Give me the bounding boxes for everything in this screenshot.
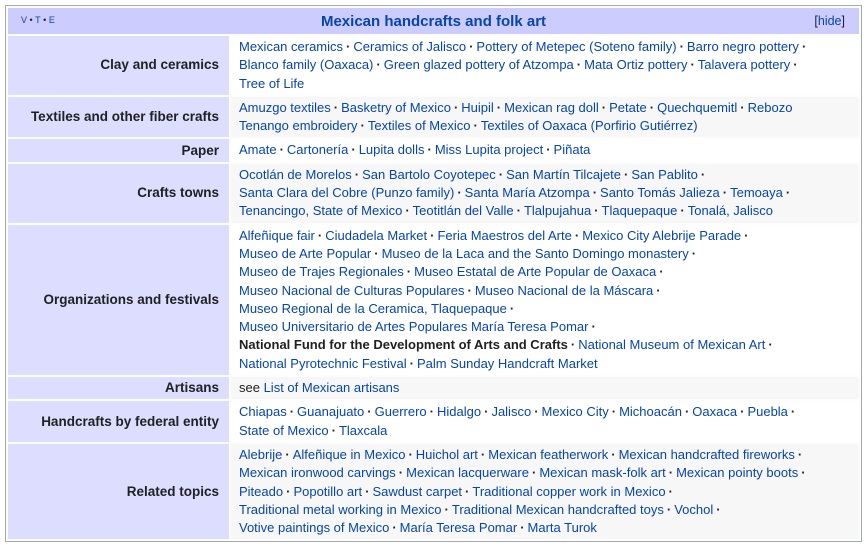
navbox-row <box>8 401 859 442</box>
navbox-list-line <box>239 202 851 220</box>
separator-dot: · <box>365 483 370 499</box>
separator-dot: · <box>509 300 515 316</box>
hide-toggle[interactable]: [hide] <box>814 14 845 28</box>
navbox-link[interactable]: Petate <box>609 99 647 115</box>
navbox-link[interactable]: Jalisco <box>491 404 532 420</box>
navbox-link[interactable]: Mexico City Alebrije Parade <box>582 227 742 243</box>
navbox-group-label: Textiles and other fiber crafts <box>8 97 229 138</box>
navbox-row <box>8 225 859 375</box>
navbox-link[interactable]: Tenancingo, State of Mexico <box>239 203 403 219</box>
navbox-link[interactable]: Traditional Mexican handcrafted toys <box>451 501 664 517</box>
navbox-link[interactable]: Tlaquepaque <box>601 203 678 219</box>
navbox-link[interactable]: Tree of Life <box>239 75 305 91</box>
separator-dot: · <box>624 166 629 182</box>
separator-dot: · <box>469 39 474 54</box>
separator-dot: · <box>594 203 599 219</box>
separator-dot: · <box>465 483 470 499</box>
navbox-link[interactable]: National Pyrotechnic Festival <box>239 355 407 371</box>
navbox-list <box>231 225 859 375</box>
navbox-link[interactable]: Museo Regional de la Ceramica, Tlaquepaque <box>239 300 507 316</box>
separator-dot: · <box>444 501 449 517</box>
separator-dot: · <box>722 185 728 201</box>
navbox-link[interactable]: San Pablito <box>631 166 698 182</box>
navbox-link[interactable]: Barro negro pottery <box>686 39 799 54</box>
navbox-list <box>231 36 859 95</box>
navbox-link[interactable]: Museo de Arte Popular <box>239 245 372 261</box>
navbox-link[interactable]: Mexican mask-folk art <box>539 465 666 481</box>
separator-dot: · <box>354 166 360 182</box>
navbox-link[interactable]: María Teresa Pomar <box>399 520 518 536</box>
navbox-list-line <box>239 379 851 397</box>
navbox-link[interactable]: Alfeñique fair <box>239 227 315 243</box>
navbox-link[interactable]: Votive paintings of Mexico <box>239 520 390 536</box>
view-template-link[interactable]: V <box>21 15 28 25</box>
navbox-list-line <box>239 336 851 354</box>
talk-template-link[interactable]: T <box>35 15 42 25</box>
navbox-link[interactable]: Mexican ceramics <box>239 39 344 54</box>
navbox-link[interactable]: Mata Ortiz pottery <box>584 57 688 73</box>
navbox-link[interactable]: Museo de Trajes Regionales <box>239 264 404 280</box>
separator-dot: · <box>516 203 521 219</box>
separator-dot: · <box>520 520 525 536</box>
navbox-link[interactable]: Mexican featherwork <box>488 446 609 462</box>
separator-dot: · <box>700 166 706 182</box>
navbox-list-line <box>239 141 851 159</box>
separator-dot: · <box>427 142 432 158</box>
navbox-link[interactable]: Ciudadela Market <box>325 227 428 243</box>
separator-dot: · <box>790 404 796 420</box>
navbox-link[interactable]: Santa María Atzompa <box>464 185 590 201</box>
navbox-list <box>231 97 859 138</box>
navbox-list-line <box>239 184 851 202</box>
navbox-list-line <box>239 263 851 281</box>
navbox-link[interactable]: Oaxaca <box>692 404 738 420</box>
navbox-link[interactable]: Santo Tomás Jalieza <box>600 185 720 201</box>
navbox-group-label: Organizations and festivals <box>8 225 229 375</box>
separator-dot: · <box>346 39 351 54</box>
navbox-row <box>8 444 859 539</box>
separator-dot: · <box>740 99 745 115</box>
navbox-group-label: Artisans <box>8 377 229 399</box>
separator-dot: · <box>360 118 365 134</box>
navbox-link[interactable]: Museo Estatal de Arte Popular de Oaxaca <box>414 264 657 280</box>
navbox-link[interactable]: Hidalgo <box>437 404 482 420</box>
navbox-link[interactable]: Marta Turok <box>527 520 597 536</box>
navbox-link[interactable]: Feria Maestros del Arte <box>437 227 572 243</box>
navbox-link[interactable]: Sawdust carpet <box>372 483 463 499</box>
separator-dot: · <box>591 319 596 335</box>
separator-dot: · <box>740 404 745 420</box>
separator-dot: · <box>409 355 414 371</box>
navbox-link[interactable]: Miss Lupita project <box>434 142 544 158</box>
navbox-group-label: Related topics <box>8 444 229 539</box>
hide-link[interactable]: hide <box>817 14 842 28</box>
navbox-list-line <box>239 422 851 440</box>
navbox-link[interactable]: Mexican rag doll <box>504 99 599 115</box>
separator-dot: · <box>286 483 291 499</box>
separator-dot: · <box>679 39 684 54</box>
navbox-rows <box>8 36 859 539</box>
separator-dot: · <box>279 142 284 158</box>
navbox-link[interactable]: Museo Nacional de Culturas Populares <box>239 282 465 298</box>
navbox-list-line <box>239 56 851 74</box>
separator-dot: · <box>574 227 580 243</box>
navbox-list-line <box>239 501 851 519</box>
navbox-list-line <box>239 403 851 421</box>
navbox-link[interactable]: Museo Nacional de la Máscara <box>474 282 654 298</box>
navbox-list-line <box>239 519 851 537</box>
navbox-link[interactable]: Amuzgo textiles <box>239 99 331 115</box>
navbox-list-line <box>239 166 851 184</box>
navbox-row <box>8 36 859 95</box>
separator-dot: · <box>333 99 339 115</box>
navbox-list-line <box>239 464 851 482</box>
navbox-link[interactable]: Ocotlán de Morelos <box>239 166 352 182</box>
separator-dot: · <box>801 465 806 481</box>
navbox-current-page: National Fund for the Development of Arts and Crafts <box>239 337 568 353</box>
navbox-link[interactable]: Pottery of Metepec (Soteno family) <box>476 39 677 54</box>
separator-dot: · <box>457 185 462 201</box>
navbox-link[interactable]: Talavera pottery <box>697 57 791 73</box>
navbox-link[interactable]: Tlaxcala <box>338 422 388 438</box>
separator-dot: · <box>480 446 486 462</box>
navbox-link[interactable]: Piñata <box>553 142 591 158</box>
navbox-link[interactable]: Teotitlán del Valle <box>412 203 514 219</box>
navbox-link[interactable]: Mexican handcrafted fireworks <box>618 446 795 462</box>
navbox-list-line <box>239 483 851 501</box>
navbox-link[interactable]: Ceramics of Jalisco <box>353 39 467 54</box>
edit-template-link[interactable]: E <box>48 15 56 25</box>
separator-dot: · <box>668 465 674 481</box>
navbox-list <box>231 401 859 442</box>
separator-dot: · <box>684 404 690 420</box>
separator-dot: · <box>666 501 672 517</box>
navbox-link[interactable]: Blanco family (Oaxaca) <box>239 57 374 73</box>
navbox-link[interactable]: Traditional copper work in Mexico <box>472 483 666 499</box>
navbox-link[interactable]: San Martín Tilcajete <box>506 166 622 182</box>
separator-dot: · <box>392 520 397 536</box>
navbox-group-label: Handcrafts by federal entity <box>8 401 229 442</box>
navbox-row <box>8 377 859 399</box>
separator-dot: · <box>691 245 697 261</box>
navbox-link[interactable]: State of Mexico <box>239 422 329 438</box>
navbox-row <box>8 97 859 138</box>
navbox-link[interactable]: Tenango embroidery <box>239 118 358 134</box>
navbox-list <box>231 444 859 539</box>
navbox-link[interactable]: Textiles of Oaxaca (Porfirio Gutiérrez) <box>480 118 698 134</box>
navbox-group-label: Crafts towns <box>8 164 229 223</box>
navbox-link[interactable]: Guerrero <box>374 404 427 420</box>
navbox-list <box>231 164 859 223</box>
navbox-link[interactable]: Guanajuato <box>297 404 365 420</box>
separator-dot: · <box>797 446 803 462</box>
navbox-list-line <box>239 245 851 263</box>
navbox-link[interactable]: Chiapas <box>239 404 287 420</box>
separator-dot: · <box>376 57 381 73</box>
separator-dot: · <box>484 404 489 420</box>
navbox-link[interactable]: Alebrije <box>239 446 283 462</box>
separator-dot: · <box>592 185 598 201</box>
separator-dot: · <box>680 203 685 219</box>
navbox-list-line <box>239 282 851 300</box>
separator-dot: · <box>398 465 404 481</box>
separator-dot: · <box>744 227 749 243</box>
navbox-link[interactable]: Mexican ironwood carvings <box>239 465 396 481</box>
separator-dot: · <box>430 227 435 243</box>
separator-dot: · <box>611 404 617 420</box>
navbox-list-line <box>239 99 851 117</box>
separator-dot: · <box>405 203 410 219</box>
navbox-row <box>8 139 859 161</box>
navbox-link[interactable]: Palm Sunday Handcraft Market <box>416 355 598 371</box>
navbox-link[interactable]: Huipil <box>461 99 494 115</box>
navbox-link[interactable]: Cartonería <box>286 142 349 158</box>
separator-dot: · <box>374 245 379 261</box>
navbox-list-line <box>239 300 851 318</box>
separator-dot: · <box>408 446 413 462</box>
navbox-link[interactable]: Traditional metal working in Mexico <box>239 501 442 517</box>
separator-dot: · <box>546 142 551 158</box>
separator-dot: · <box>467 282 472 298</box>
separator-dot: · <box>498 166 504 182</box>
separator-dot: · <box>473 118 478 134</box>
separator-dot: · <box>768 337 773 353</box>
navbox-list-line <box>239 117 851 135</box>
navbox-list-line <box>239 38 851 56</box>
navbox-list <box>231 139 859 161</box>
navbox-link[interactable]: List of Mexican artisans <box>263 380 400 396</box>
navbox-item: see List of Mexican artisans <box>239 380 400 396</box>
navbox-list-line <box>239 227 851 245</box>
separator-dot: · <box>785 185 791 201</box>
navbox-link[interactable]: Mexico City <box>541 404 609 420</box>
navbox <box>5 5 862 542</box>
navbox-link[interactable]: Mexican pointy boots <box>676 465 799 481</box>
separator-dot: · <box>367 404 372 420</box>
navbox-link[interactable]: National Museum of Mexican Art <box>578 337 766 353</box>
navbox-row <box>8 164 859 223</box>
navbox-link[interactable]: Alfeñique in Mexico <box>292 446 406 462</box>
navbox-link[interactable]: Temoaya <box>730 185 783 201</box>
separator-dot: · <box>351 142 356 158</box>
navbox-group-label: Paper <box>8 139 229 161</box>
separator-dot: · <box>570 337 576 353</box>
navbox-title-bar <box>8 8 859 34</box>
navbox-link[interactable]: San Bartolo Coyotepec <box>362 166 496 182</box>
navbox-link[interactable]: Huichol art <box>415 446 478 462</box>
navbox-link[interactable]: Michoacán <box>619 404 682 420</box>
navbox-link[interactable]: Vochol <box>674 501 714 517</box>
separator-dot: · <box>611 446 616 462</box>
navbox-link[interactable]: Tonalá, Jalisco <box>687 203 774 219</box>
separator-dot: · <box>496 99 502 115</box>
separator-dot: · <box>668 483 673 499</box>
separator-dot: · <box>601 99 607 115</box>
navbox-link[interactable]: Museo Universitario de Artes Populares María Teresa Pomar <box>239 319 589 335</box>
navbox-link[interactable]: Rebozo <box>747 99 793 115</box>
navbox-list-line <box>239 446 851 464</box>
navbox-link[interactable]: Amate <box>239 142 277 158</box>
separator-dot: · <box>649 99 655 115</box>
separator-dot: · <box>429 404 434 420</box>
navbox-link[interactable]: Mexican lacquerware <box>406 465 529 481</box>
navbox-link[interactable]: Quechquemitl <box>657 99 738 115</box>
separator-dot: · <box>285 446 290 462</box>
separator-dot: · <box>534 404 539 420</box>
navbox-link[interactable]: Lupita dolls <box>358 142 425 158</box>
navbox-link[interactable]: Museo de la Laca and the Santo Domingo monastery <box>381 245 689 261</box>
separator-dot: · <box>716 501 721 517</box>
navbox-link[interactable]: Green glazed pottery of Atzompa <box>383 57 574 73</box>
navbox-link[interactable]: Tlalpujahua <box>523 203 592 219</box>
navbox-list-line <box>239 355 851 373</box>
separator-dot: · <box>656 282 661 298</box>
navbox-link[interactable]: Puebla <box>747 404 788 420</box>
separator-dot: · <box>801 39 807 54</box>
navbox-link[interactable]: Textiles of Mexico <box>367 118 471 134</box>
navbox-list-line <box>239 318 851 336</box>
separator-dot: · <box>317 227 323 243</box>
separator-dot: · <box>690 57 695 73</box>
separator-dot: · <box>659 264 664 280</box>
separator-dot: · <box>793 57 798 73</box>
separator-dot: · <box>331 422 336 438</box>
navbox-link[interactable]: Piteado <box>239 483 284 499</box>
navbox-link[interactable]: Popotillo art <box>293 483 363 499</box>
navbox-list <box>231 377 859 399</box>
navbox-group-label: Clay and ceramics <box>8 36 229 95</box>
navbox-link[interactable]: Santa Clara del Cobre (Punzo family) <box>239 185 455 201</box>
vte-links: V • T • E <box>21 15 56 25</box>
navbox-list-line <box>239 75 851 93</box>
separator-dot: · <box>531 465 537 481</box>
separator-dot: · <box>406 264 412 280</box>
navbox-link[interactable]: Basketry of Mexico <box>341 99 451 115</box>
separator-dot: · <box>453 99 459 115</box>
separator-dot: · <box>576 57 582 73</box>
separator-dot: · <box>289 404 295 420</box>
navbox-title[interactable]: Mexican handcrafts and folk art <box>320 12 547 30</box>
